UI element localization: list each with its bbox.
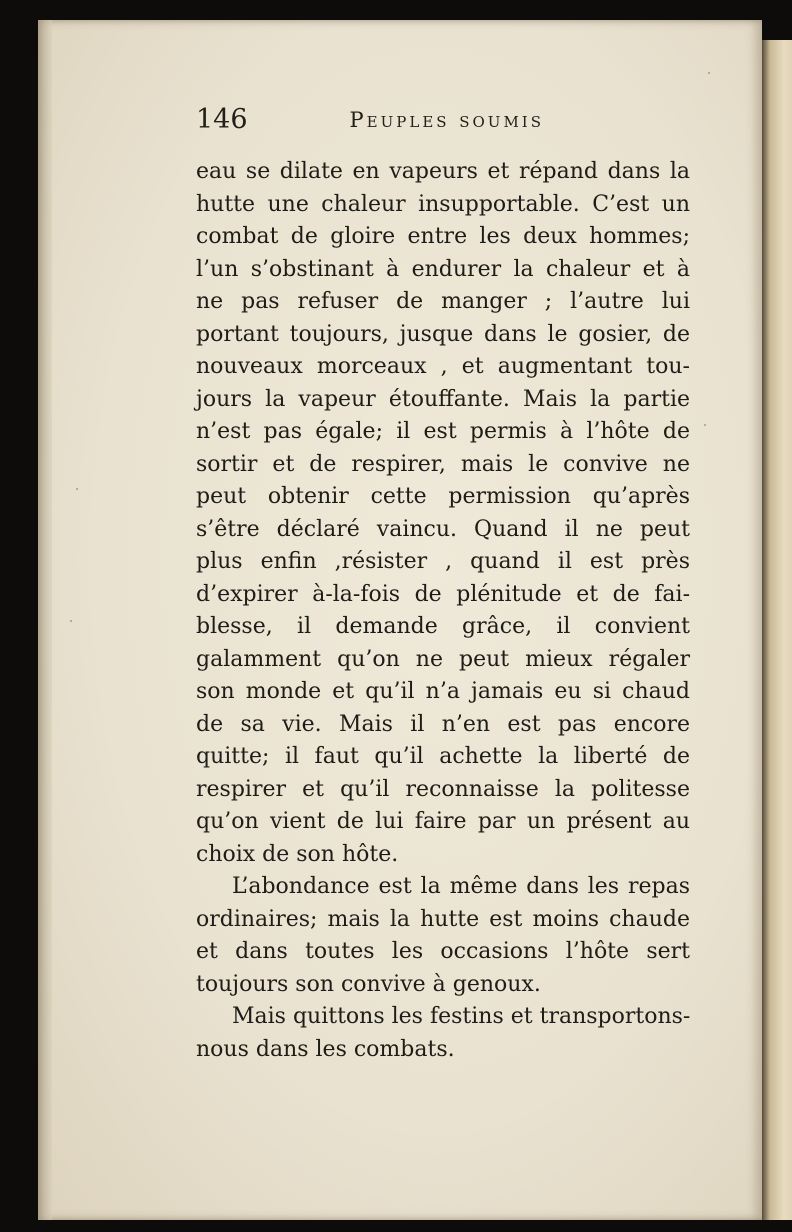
text-line: combat de gloire entre les deux hommes; — [196, 224, 690, 249]
paragraph-start-line: Mais quittons les festins et transportons- — [232, 1004, 691, 1029]
page-header — [196, 100, 548, 140]
text-line: de sa vie. Mais il n’en est pas encore — [196, 711, 690, 737]
text-line: sortir et de respirer, mais le convive ne — [196, 451, 690, 477]
text-line: portant toujours, jusque dans le gosier, de — [196, 321, 690, 347]
paper-speck — [708, 72, 710, 74]
text-line: respirer et qu’il reconnaisse la politesse — [196, 776, 690, 802]
text-line: jours la vapeur étouffante. Mais la partie — [196, 386, 690, 412]
page-number: 146 — [196, 104, 248, 135]
paper-speck — [70, 620, 72, 622]
page-binding-edge — [38, 20, 52, 1220]
text-line: choix de son hôte. — [196, 841, 399, 867]
text-line: eau se dilate en vapeurs et répand dans la — [196, 159, 690, 184]
adjacent-page-edge — [760, 40, 792, 1220]
text-line: qu’on vient de lui faire par un présent au — [196, 809, 690, 834]
text-line: d’expirer à-la-fois de plénitude et de fai- — [196, 581, 690, 607]
text-line: nous dans les combats. — [196, 1036, 455, 1062]
text-line: blesse, il demande grâce, il convient — [196, 614, 690, 639]
text-line: hutte une chaleur insupportable. C’est un — [196, 191, 690, 217]
text-line: l’un s’obstinant à endurer la chaleur et à — [196, 256, 690, 282]
text-line: toujours son convive à genoux. — [196, 971, 541, 997]
paper-speck — [76, 488, 78, 490]
text-line: ne pas refuser de manger ; l’autre lui — [196, 289, 690, 314]
paper-speck — [704, 424, 706, 426]
text-line: peut obtenir cette permission qu’après — [196, 484, 690, 509]
text-line: nouveaux morceaux , et augmentant tou- — [196, 354, 690, 379]
text-line: galamment qu’on ne peut mieux régaler — [196, 646, 690, 672]
running-title: Peuples soumis — [349, 108, 544, 132]
text-line: son monde et qu’il n’a jamais eu si chaud — [196, 679, 690, 704]
paragraph-start-line: L’abondance est la même dans les repas — [232, 874, 690, 899]
text-line: ordinaires; mais la hutte est moins chaude — [196, 906, 690, 932]
text-line: et dans toutes les occasions l’hôte sert — [196, 939, 690, 964]
body-text — [196, 156, 690, 1066]
text-line: s’être déclaré vaincu. Quand il ne peut — [196, 516, 690, 542]
text-line: quitte; il faut qu’il achette la liberté de — [196, 744, 690, 769]
text-line: n’est pas égale; il est permis à l’hôte de — [196, 419, 690, 444]
text-line: plus enfin ,résister , quand il est près — [196, 549, 690, 574]
